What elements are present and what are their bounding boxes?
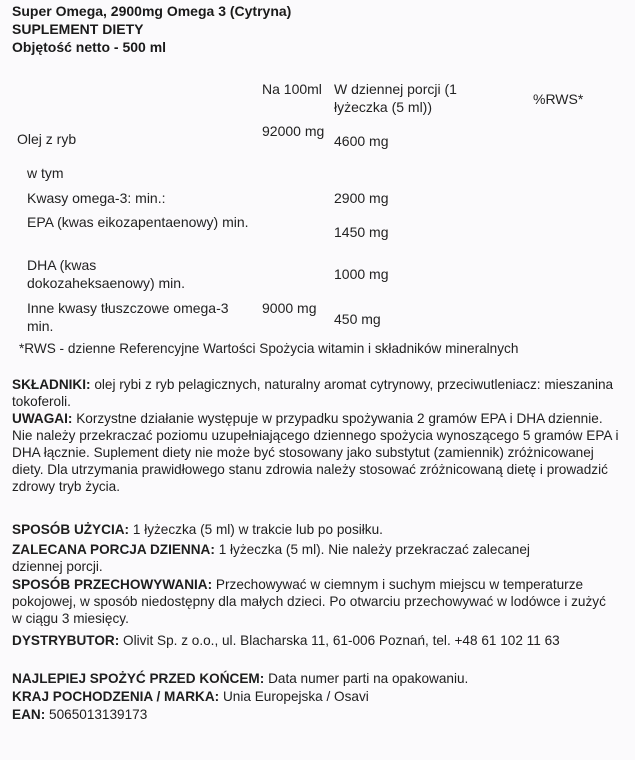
distributor-heading: DYSTRYBUTOR: [12,633,120,648]
warnings-block [12,410,624,495]
row-label-other: Inne kwasy tłuszczowe omega-3 min. [27,300,229,334]
best-before-text: Data numer parti na opakowaniu. [268,671,469,686]
ingredients-block [12,376,624,410]
warnings-text: Korzystne działanie występuje w przypadku spożywania 2 gramów EPA i DHA dziennie. Nie należy przekraczać poziomu uzupełniającego dziennego spożycia wynoszącego 5 gramów EPA i DHA łącznie. Suplement diety nie może być stosowany jako substytut (zamiennik) zróżnicowanej diety. Dla utrzymania prawidłowego stanu zdrowia należy stosować zróżnicowaną dietę i prowadzić zdrowy tryb życia. [12,411,619,494]
row-per100-fish-oil: 92000 mg [262,123,325,139]
row-per100-other: 9000 mg [262,300,317,316]
origin-heading: KRAJ POCHODZENIA / MARKA: [12,689,220,704]
usage-heading: SPOSÓB UŻYCIA: [12,522,130,537]
daily-portion-text: 1 łyżeczka (5 ml). Nie należy przekraczać zalecanej dziennej porcji. [12,542,530,574]
rws-footnote: *RWS - dzienne Referencyjne Wartości Spożycia witamin i składników mineralnych [19,341,519,356]
daily-portion-block [12,541,582,575]
ean-text: 5065013139173 [49,707,148,722]
storage-block [12,576,612,627]
col-header-daily: W dziennej porcji (1 łyżeczka (5 ml)) [334,81,457,115]
distributor-block [12,632,612,649]
row-daily-other: 450 mg [334,311,381,327]
product-type: SUPLEMENT DIETY [12,21,144,37]
warnings-heading: UWAGAI: [12,411,73,426]
origin-block [12,688,369,705]
row-label-including: w tym [27,165,64,181]
ean-heading: EAN: [12,707,46,722]
ingredients-heading: SKŁADNIKI: [12,377,91,392]
net-volume: Objętość netto - 500 ml [12,39,167,55]
ean-block [12,706,147,723]
best-before-heading: NAJLEPIEJ SPOŻYĆ PRZED KOŃCEM: [12,671,265,686]
col-header-rws: %RWS* [533,91,584,107]
row-label-dha: DHA (kwas dokozaheksaenowy) min. [27,257,185,291]
row-daily-epa: 1450 mg [334,224,389,240]
ingredients-text: olej rybi z ryb pelagicznych, naturalny aromat cytrynowy, przeciwutleniacz: mieszanina tokoferoli. [12,377,614,409]
daily-portion-heading: ZALECANA PORCJA DZIENNA: [12,542,215,557]
row-label-fish-oil: Olej z ryb [17,131,77,147]
usage-text: 1 łyżeczka (5 ml) w trakcie lub po posiłku. [132,522,383,537]
product-title: Super Omega, 2900mg Omega 3 (Cytryna) [12,3,292,19]
row-daily-dha: 1000 mg [334,266,389,282]
row-label-epa: EPA (kwas eikozapentaenowy) min. [27,214,249,230]
usage-block [12,521,624,538]
distributor-text: Olivit Sp. z o.o., ul. Blacharska 11, 61-006 Poznań, tel. +48 61 102 11 63 [123,633,560,648]
row-label-omega3: Kwasy omega-3: min.: [27,190,166,206]
row-daily-omega3: 2900 mg [334,190,389,206]
storage-text: Przechowywać w ciemnym i suchym miejscu w temperaturze pokojowej, w sposób niedostępny dla małych dzieci. Po otwarciu przechowywać w lodówce i zużyć w ciągu 3 miesięcy. [12,577,606,626]
storage-heading: SPOSÓB PRZECHOWYWANIA: [12,577,213,592]
best-before-block [12,670,468,687]
row-daily-fish-oil: 4600 mg [334,133,389,149]
origin-text: Unia Europejska / Osavi [222,689,369,704]
col-header-per100: Na 100ml [262,81,322,97]
